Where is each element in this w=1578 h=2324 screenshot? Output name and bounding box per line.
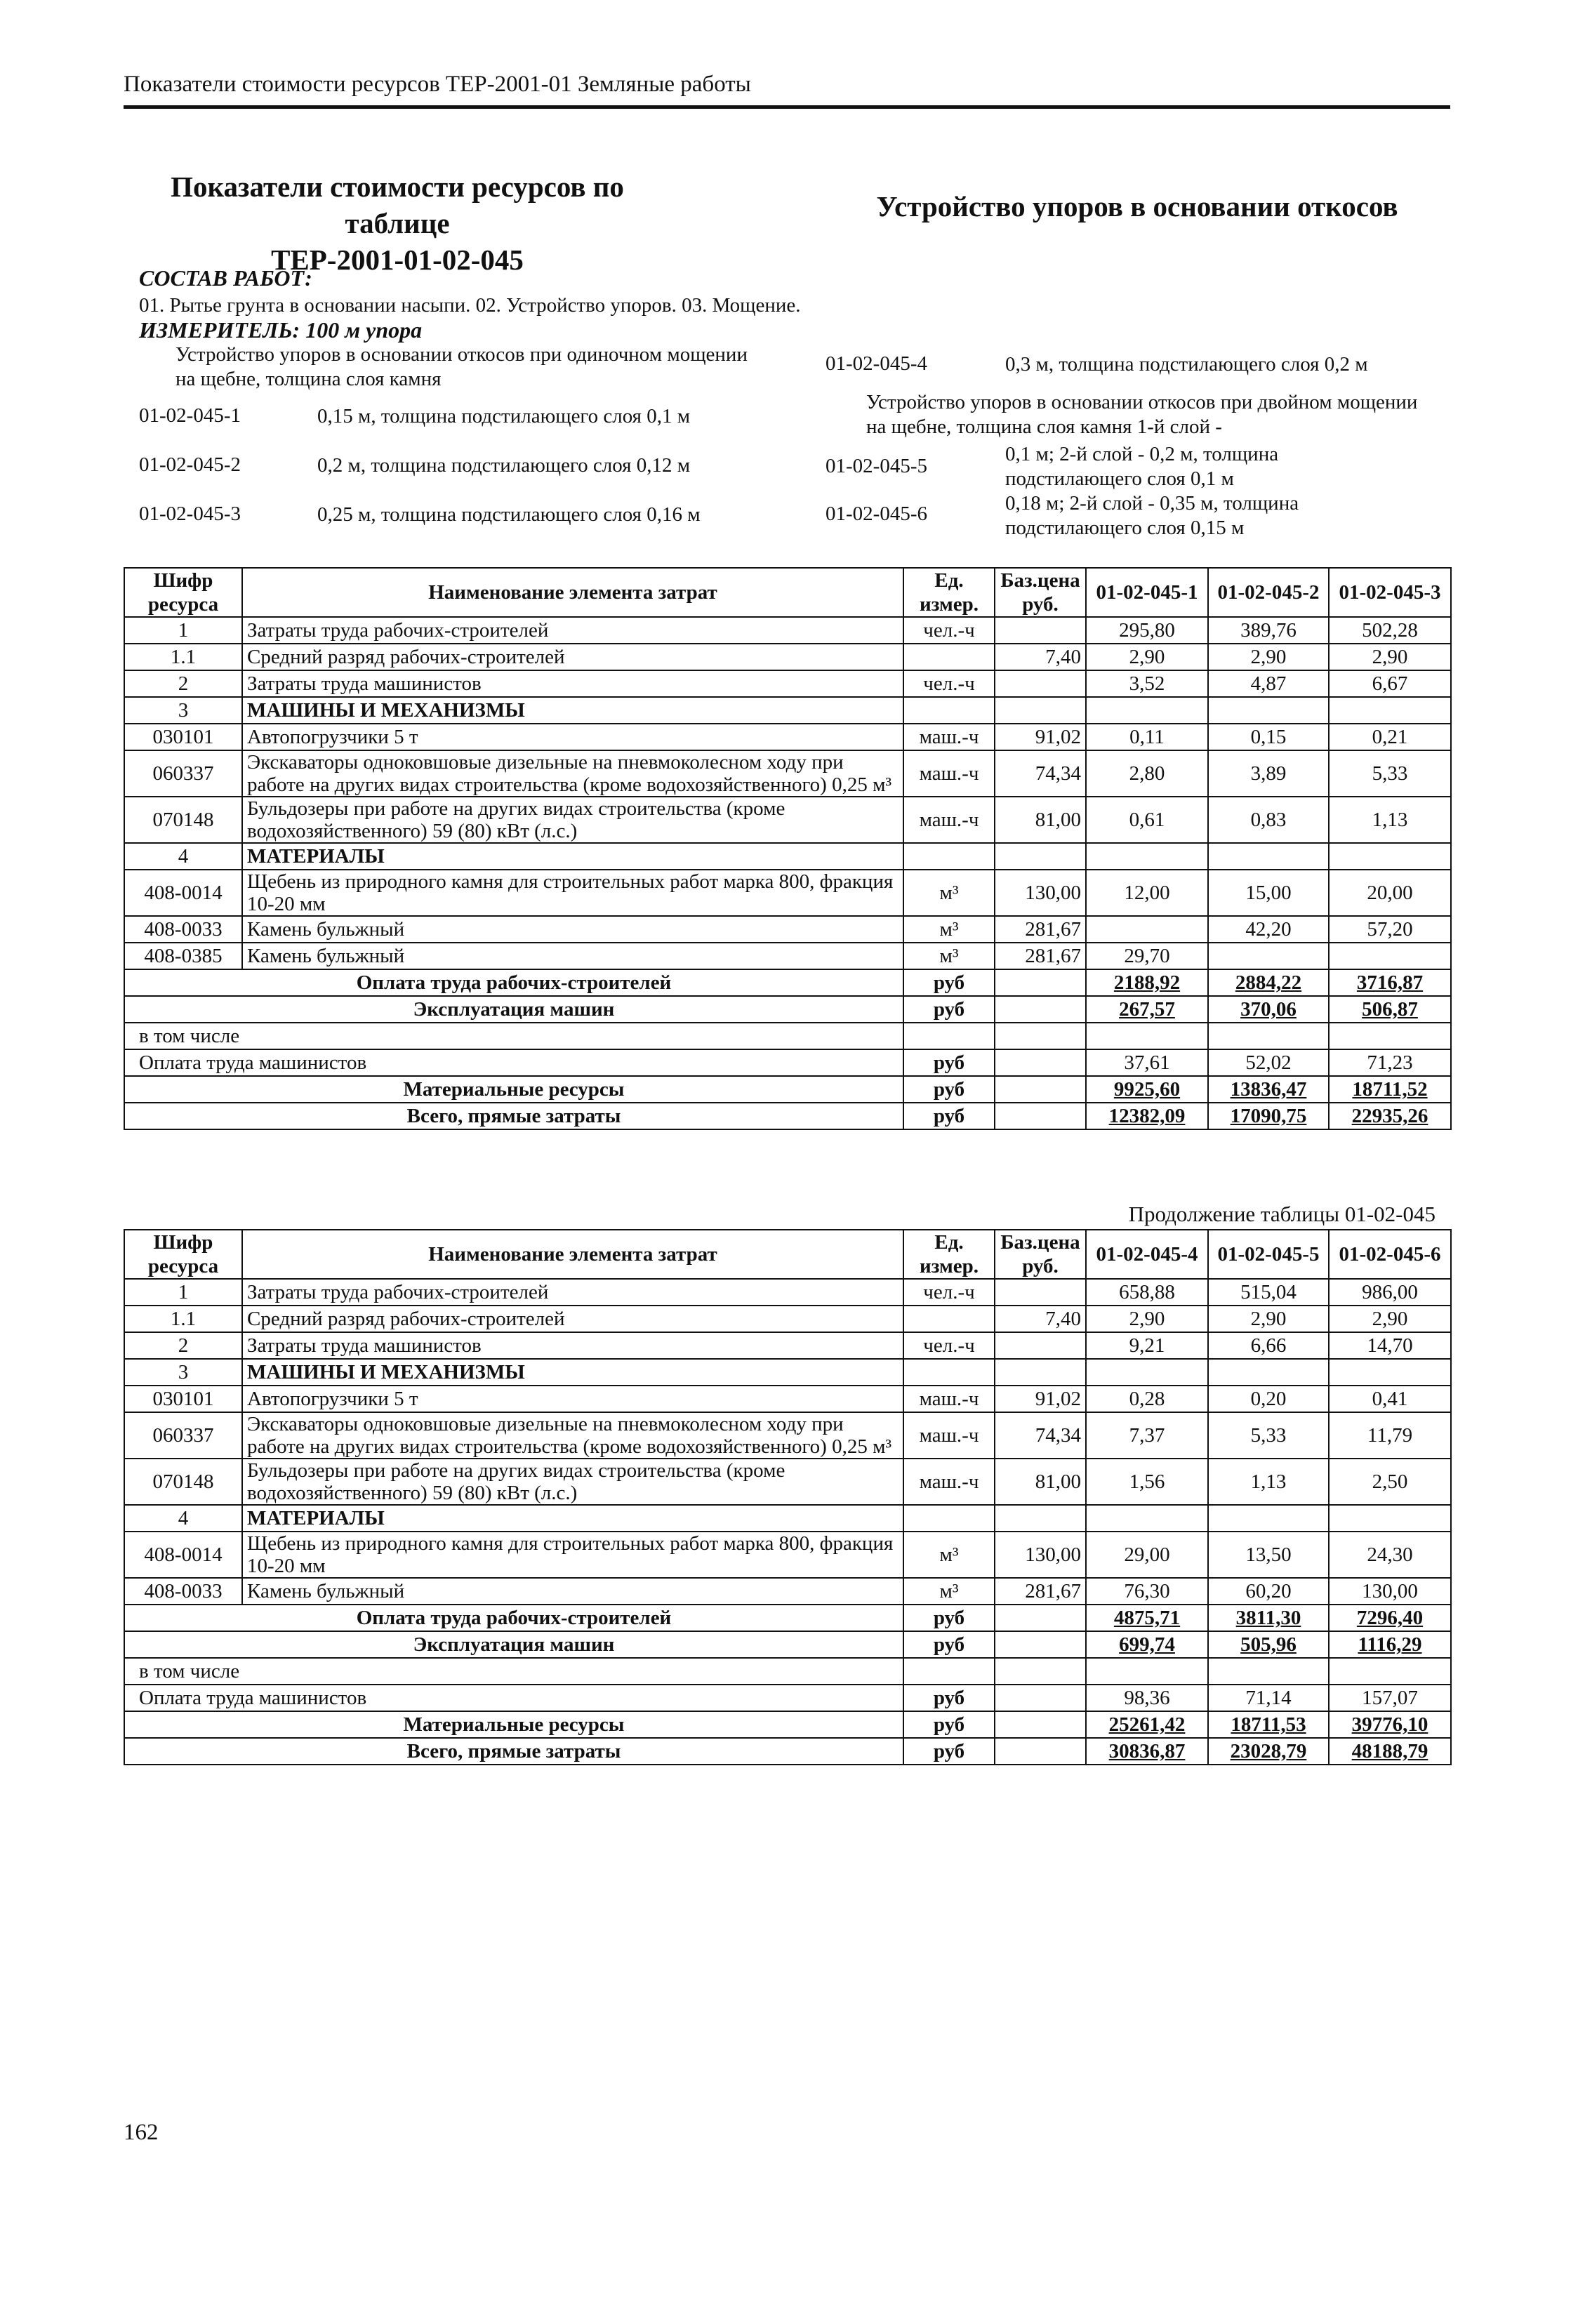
base-price: 130,00 — [995, 870, 1086, 916]
empty-cell — [995, 1023, 1086, 1049]
base-price — [995, 1332, 1086, 1359]
summary-value: 505,96 — [1208, 1631, 1329, 1658]
summary-value: 18711,52 — [1329, 1076, 1451, 1103]
value-cell: 2,90 — [1329, 644, 1451, 670]
header-rule — [124, 105, 1450, 109]
base-price: 130,00 — [995, 1532, 1086, 1578]
value-cell: 15,00 — [1208, 870, 1329, 916]
unit: руб — [903, 1631, 995, 1658]
summary-row — [124, 1631, 1451, 1658]
header-unit: Ед. измер. — [903, 1230, 995, 1279]
variant-code-1: 01-02-045-1 — [139, 404, 241, 427]
base-price: 81,00 — [995, 1459, 1086, 1505]
summary-row — [124, 1103, 1451, 1129]
unit: руб — [903, 1049, 995, 1076]
unit — [903, 644, 995, 670]
value-cell: 130,00 — [1329, 1578, 1451, 1605]
value-cell: 0,28 — [1086, 1386, 1208, 1412]
summary-value: 12382,09 — [1086, 1103, 1208, 1129]
resource-name: МАШИНЫ И МЕХАНИЗМЫ — [242, 1359, 903, 1386]
value-cell: 986,00 — [1329, 1279, 1451, 1306]
unit — [903, 1505, 995, 1532]
resource-code: 408-0033 — [124, 1578, 242, 1605]
unit — [903, 1023, 995, 1049]
table-row — [124, 943, 1451, 969]
base-price: 281,67 — [995, 1578, 1086, 1605]
unit: м³ — [903, 943, 995, 969]
value-cell: 13,50 — [1208, 1532, 1329, 1578]
summary-row — [124, 1658, 1451, 1685]
resource-code: 030101 — [124, 1386, 242, 1412]
resource-code: 2 — [124, 670, 242, 697]
summary-value: 71,14 — [1208, 1685, 1329, 1711]
summary-name: Всего, прямые затраты — [124, 1103, 903, 1129]
variant-code-2: 01-02-045-2 — [139, 453, 241, 476]
value-cell: 2,90 — [1208, 1306, 1329, 1332]
page-number: 162 — [124, 2120, 159, 2145]
variant-group-1-title: Устройство упоров в основании откосов при одиночном мощении на щебне, толщина слоя камня — [175, 343, 748, 390]
empty-cell — [995, 1049, 1086, 1076]
table-row — [124, 724, 1451, 750]
sostav-text: 01. Рытье грунта в основании насыпи. 02. Устройство упоров. 03. Мощение. — [139, 294, 801, 317]
value-cell: 7,37 — [1086, 1412, 1208, 1459]
value-cell: 0,61 — [1086, 797, 1208, 843]
summary-value: 17090,75 — [1208, 1103, 1329, 1129]
value-cell — [1329, 1505, 1451, 1532]
value-cell: 389,76 — [1208, 617, 1329, 644]
summary-value — [1329, 1658, 1451, 1685]
unit: чел.-ч — [903, 617, 995, 644]
summary-value: 48188,79 — [1329, 1738, 1451, 1765]
unit: чел.-ч — [903, 670, 995, 697]
table-row — [124, 697, 1451, 724]
value-cell: 502,28 — [1329, 617, 1451, 644]
value-cell: 20,00 — [1329, 870, 1451, 916]
header-col-4: 01-02-045-4 — [1086, 1230, 1208, 1279]
header-col-1: 01-02-045-1 — [1086, 568, 1208, 617]
base-price: 74,34 — [995, 1412, 1086, 1459]
sostav-label: СОСТАВ РАБОТ: — [139, 265, 312, 291]
value-cell — [1208, 843, 1329, 870]
variant-text-4: 0,3 м, толщина подстилающего слоя 0,2 м — [1005, 353, 1368, 376]
summary-name: Эксплуатация машин — [124, 996, 903, 1023]
header-code: Шифр ресурса — [124, 568, 242, 617]
value-cell: 29,70 — [1086, 943, 1208, 969]
value-cell — [1086, 1359, 1208, 1386]
value-cell: 24,30 — [1329, 1532, 1451, 1578]
value-cell — [1086, 697, 1208, 724]
value-cell: 5,33 — [1208, 1412, 1329, 1459]
summary-name: Эксплуатация машин — [124, 1631, 903, 1658]
table-row — [124, 750, 1451, 797]
summary-value — [1086, 1023, 1208, 1049]
summary-name: Оплата труда машинистов — [124, 1049, 903, 1076]
resource-code: 070148 — [124, 1459, 242, 1505]
summary-row — [124, 1685, 1451, 1711]
unit: м³ — [903, 870, 995, 916]
resource-code: 070148 — [124, 797, 242, 843]
value-cell: 2,90 — [1086, 1306, 1208, 1332]
resource-code: 060337 — [124, 750, 242, 797]
value-cell — [1208, 1359, 1329, 1386]
unit: маш.-ч — [903, 1386, 995, 1412]
empty-cell — [995, 1631, 1086, 1658]
resource-code: 1.1 — [124, 1306, 242, 1332]
base-price: 74,34 — [995, 750, 1086, 797]
resource-name: Бульдозеры при работе на других видах строительства (кроме водохозяйственного) 59 (80) кВт (л.с.) — [242, 797, 903, 843]
empty-cell — [995, 969, 1086, 996]
resource-name: Затраты труда рабочих-строителей — [242, 617, 903, 644]
table-row — [124, 1332, 1451, 1359]
header-code: Шифр ресурса — [124, 1230, 242, 1279]
resource-name: Затраты труда машинистов — [242, 670, 903, 697]
summary-value: 1116,29 — [1329, 1631, 1451, 1658]
resource-code: 3 — [124, 1359, 242, 1386]
summary-name: в том числе — [124, 1658, 903, 1685]
variant-code-4: 01-02-045-4 — [826, 352, 927, 375]
value-cell: 0,11 — [1086, 724, 1208, 750]
empty-cell — [995, 1738, 1086, 1765]
summary-value: 370,06 — [1208, 996, 1329, 1023]
resource-code: 4 — [124, 1505, 242, 1532]
value-cell: 3,89 — [1208, 750, 1329, 797]
base-price — [995, 617, 1086, 644]
table-row — [124, 797, 1451, 843]
table-row — [124, 644, 1451, 670]
resource-name: МАТЕРИАЛЫ — [242, 843, 903, 870]
summary-row — [124, 1711, 1451, 1738]
summary-name: Оплата труда рабочих-строителей — [124, 969, 903, 996]
resource-name: Щебень из природного камня для строительных работ марка 800, фракция 10-20 мм — [242, 870, 903, 916]
resource-code: 3 — [124, 697, 242, 724]
table-body — [124, 617, 1451, 1129]
value-cell: 1,13 — [1329, 797, 1451, 843]
value-cell: 12,00 — [1086, 870, 1208, 916]
summary-value: 37,61 — [1086, 1049, 1208, 1076]
resource-name: Средний разряд рабочих-строителей — [242, 1306, 903, 1332]
table-row — [124, 1459, 1451, 1505]
unit: руб — [903, 1076, 995, 1103]
summary-row — [124, 969, 1451, 996]
summary-row — [124, 996, 1451, 1023]
base-price: 7,40 — [995, 1306, 1086, 1332]
value-cell: 2,90 — [1208, 644, 1329, 670]
summary-name: Материальные ресурсы — [124, 1076, 903, 1103]
summary-value: 30836,87 — [1086, 1738, 1208, 1765]
value-cell: 2,90 — [1086, 644, 1208, 670]
base-price: 281,67 — [995, 916, 1086, 943]
variant-text-2: 0,2 м, толщина подстилающего слоя 0,12 м — [317, 454, 691, 477]
resource-code: 408-0014 — [124, 870, 242, 916]
header-col-5: 01-02-045-5 — [1208, 1230, 1329, 1279]
empty-cell — [995, 1685, 1086, 1711]
variant-text-6: 0,18 м; 2-й слой - 0,35 м, толщина подстилающего слоя 0,15 м — [1005, 492, 1299, 539]
running-header: Показатели стоимости ресурсов ТЕР-2001-01 Земляные работы — [124, 72, 751, 97]
value-cell: 76,30 — [1086, 1578, 1208, 1605]
summary-row — [124, 1738, 1451, 1765]
summary-name: в том числе — [124, 1023, 903, 1049]
empty-cell — [995, 1658, 1086, 1685]
base-price — [995, 1359, 1086, 1386]
value-cell — [1208, 697, 1329, 724]
header-name: Наименование элемента затрат — [242, 568, 903, 617]
summary-value: 98,36 — [1086, 1685, 1208, 1711]
unit — [903, 697, 995, 724]
summary-value — [1329, 1023, 1451, 1049]
table-title — [124, 168, 671, 278]
unit: руб — [903, 996, 995, 1023]
value-cell — [1329, 943, 1451, 969]
table-row — [124, 1578, 1451, 1605]
unit: маш.-ч — [903, 797, 995, 843]
value-cell — [1329, 697, 1451, 724]
value-cell: 2,50 — [1329, 1459, 1451, 1505]
value-cell: 60,20 — [1208, 1578, 1329, 1605]
table-row — [124, 1279, 1451, 1306]
value-cell: 1,56 — [1086, 1459, 1208, 1505]
table-row — [124, 670, 1451, 697]
resource-name: Бульдозеры при работе на других видах строительства (кроме водохозяйственного) 59 (80) кВт (л.с.) — [242, 1459, 903, 1505]
resource-code: 2 — [124, 1332, 242, 1359]
resource-code: 1.1 — [124, 644, 242, 670]
unit — [903, 1359, 995, 1386]
resource-name: Камень бульжный — [242, 916, 903, 943]
empty-cell — [995, 1076, 1086, 1103]
unit: руб — [903, 1685, 995, 1711]
value-cell: 2,80 — [1086, 750, 1208, 797]
table-title-line-2: ТЕР-2001-01-02-045 — [271, 244, 524, 276]
value-cell — [1208, 943, 1329, 969]
izmeritel-label: ИЗМЕРИТЕЛЬ: 100 м упора — [139, 317, 423, 343]
unit: маш.-ч — [903, 750, 995, 797]
resource-name: Экскаваторы одноковшовые дизельные на пневмоколесном ходу при работе на других видах строительства (кроме водохозяйственного) 0,25 м³ — [242, 1412, 903, 1459]
summary-value: 2188,92 — [1086, 969, 1208, 996]
value-cell — [1329, 843, 1451, 870]
summary-row — [124, 1049, 1451, 1076]
base-price: 281,67 — [995, 943, 1086, 969]
value-cell: 6,67 — [1329, 670, 1451, 697]
resource-name: МАШИНЫ И МЕХАНИЗМЫ — [242, 697, 903, 724]
resource-code: 030101 — [124, 724, 242, 750]
unit: м³ — [903, 916, 995, 943]
summary-value — [1208, 1023, 1329, 1049]
base-price — [995, 697, 1086, 724]
summary-value: 22935,26 — [1329, 1103, 1451, 1129]
unit: чел.-ч — [903, 1279, 995, 1306]
summary-value: 52,02 — [1208, 1049, 1329, 1076]
value-cell: 0,15 — [1208, 724, 1329, 750]
resource-code: 408-0033 — [124, 916, 242, 943]
value-cell: 9,21 — [1086, 1332, 1208, 1359]
value-cell: 42,20 — [1208, 916, 1329, 943]
summary-value: 13836,47 — [1208, 1076, 1329, 1103]
summary-name: Оплата труда рабочих-строителей — [124, 1605, 903, 1631]
variant-code-5: 01-02-045-5 — [826, 455, 927, 477]
summary-row — [124, 1023, 1451, 1049]
summary-value: 4875,71 — [1086, 1605, 1208, 1631]
summary-name: Материальные ресурсы — [124, 1711, 903, 1738]
summary-value: 25261,42 — [1086, 1711, 1208, 1738]
summary-value: 3811,30 — [1208, 1605, 1329, 1631]
variant-code-6: 01-02-045-6 — [826, 503, 927, 525]
resource-name: Камень бульжный — [242, 943, 903, 969]
unit: чел.-ч — [903, 1332, 995, 1359]
variant-text-1: 0,15 м, толщина подстилающего слоя 0,1 м — [317, 405, 691, 427]
variant-code-3: 01-02-045-3 — [139, 503, 241, 525]
summary-value — [1086, 1658, 1208, 1685]
unit: руб — [903, 969, 995, 996]
base-price — [995, 843, 1086, 870]
unit — [903, 1658, 995, 1685]
resource-name: МАТЕРИАЛЫ — [242, 1505, 903, 1532]
resource-code: 4 — [124, 843, 242, 870]
resource-code: 408-0014 — [124, 1532, 242, 1578]
table-row — [124, 870, 1451, 916]
summary-value: 157,07 — [1329, 1685, 1451, 1711]
variant-text-5: 0,1 м; 2-й слой - 0,2 м, толщина подстилающего слоя 0,1 м — [1005, 443, 1279, 490]
value-cell — [1208, 1505, 1329, 1532]
summary-name: Всего, прямые затраты — [124, 1738, 903, 1765]
resource-table-2 — [124, 1229, 1452, 1765]
summary-value: 18711,53 — [1208, 1711, 1329, 1738]
summary-value: 9925,60 — [1086, 1076, 1208, 1103]
continuation-note: Продолжение таблицы 01-02-045 — [1128, 1202, 1436, 1226]
unit: маш.-ч — [903, 1459, 995, 1505]
summary-value: 3716,87 — [1329, 969, 1451, 996]
resource-table-1 — [124, 567, 1452, 1130]
base-price — [995, 1279, 1086, 1306]
value-cell: 0,21 — [1329, 724, 1451, 750]
resource-name: Экскаваторы одноковшовые дизельные на пневмоколесном ходу при работе на других видах строительства (кроме водохозяйственного) 0,25 м³ — [242, 750, 903, 797]
base-price: 91,02 — [995, 1386, 1086, 1412]
table-header-row — [124, 568, 1451, 617]
value-cell: 6,66 — [1208, 1332, 1329, 1359]
table-row — [124, 843, 1451, 870]
empty-cell — [995, 1103, 1086, 1129]
resource-code: 060337 — [124, 1412, 242, 1459]
unit: руб — [903, 1738, 995, 1765]
header-col-3: 01-02-045-3 — [1329, 568, 1451, 617]
unit: м³ — [903, 1532, 995, 1578]
table-row — [124, 916, 1451, 943]
header-price: Баз.цена руб. — [995, 568, 1086, 617]
summary-value: 699,74 — [1086, 1631, 1208, 1658]
value-cell: 3,52 — [1086, 670, 1208, 697]
resource-name: Автопогрузчики 5 т — [242, 1386, 903, 1412]
value-cell — [1086, 843, 1208, 870]
summary-value: 2884,22 — [1208, 969, 1329, 996]
unit: руб — [903, 1103, 995, 1129]
resource-name: Средний разряд рабочих-строителей — [242, 644, 903, 670]
summary-value: 267,57 — [1086, 996, 1208, 1023]
table-row — [124, 617, 1451, 644]
summary-value: 39776,10 — [1329, 1711, 1451, 1738]
unit: руб — [903, 1605, 995, 1631]
table-row — [124, 1505, 1451, 1532]
resource-name: Камень бульжный — [242, 1578, 903, 1605]
table-header-row — [124, 1230, 1451, 1279]
header-col-2: 01-02-045-2 — [1208, 568, 1329, 617]
value-cell: 11,79 — [1329, 1412, 1451, 1459]
summary-value — [1208, 1658, 1329, 1685]
value-cell: 4,87 — [1208, 670, 1329, 697]
base-price: 7,40 — [995, 644, 1086, 670]
base-price: 81,00 — [995, 797, 1086, 843]
table-body — [124, 1279, 1451, 1765]
value-cell: 57,20 — [1329, 916, 1451, 943]
value-cell: 5,33 — [1329, 750, 1451, 797]
unit — [903, 1306, 995, 1332]
resource-name: Затраты труда рабочих-строителей — [242, 1279, 903, 1306]
base-price — [995, 1505, 1086, 1532]
summary-value: 23028,79 — [1208, 1738, 1329, 1765]
base-price: 91,02 — [995, 724, 1086, 750]
empty-cell — [995, 1605, 1086, 1631]
value-cell: 658,88 — [1086, 1279, 1208, 1306]
unit: маш.-ч — [903, 1412, 995, 1459]
value-cell: 0,20 — [1208, 1386, 1329, 1412]
base-price — [995, 670, 1086, 697]
empty-cell — [995, 1711, 1086, 1738]
unit — [903, 843, 995, 870]
table-row — [124, 1306, 1451, 1332]
resource-name: Щебень из природного камня для строительных работ марка 800, фракция 10-20 мм — [242, 1532, 903, 1578]
empty-cell — [995, 996, 1086, 1023]
header-price: Баз.цена руб. — [995, 1230, 1086, 1279]
value-cell: 0,41 — [1329, 1386, 1451, 1412]
value-cell: 295,80 — [1086, 617, 1208, 644]
value-cell — [1329, 1359, 1451, 1386]
summary-value: 7296,40 — [1329, 1605, 1451, 1631]
header-unit: Ед. измер. — [903, 568, 995, 617]
variant-group-2-title: Устройство упоров в основании откосов при двойном мощении на щебне, толщина слоя камня 1-й слой - — [866, 391, 1418, 438]
resource-code: 408-0385 — [124, 943, 242, 969]
resource-name: Автопогрузчики 5 т — [242, 724, 903, 750]
resource-code: 1 — [124, 1279, 242, 1306]
variant-text-3: 0,25 м, толщина подстилающего слоя 0,16 м — [317, 503, 701, 526]
table-row — [124, 1412, 1451, 1459]
value-cell: 0,83 — [1208, 797, 1329, 843]
value-cell — [1086, 1505, 1208, 1532]
value-cell: 2,90 — [1329, 1306, 1451, 1332]
summary-value: 506,87 — [1329, 996, 1451, 1023]
resource-name: Затраты труда машинистов — [242, 1332, 903, 1359]
summary-row — [124, 1076, 1451, 1103]
summary-name: Оплата труда машинистов — [124, 1685, 903, 1711]
table-row — [124, 1386, 1451, 1412]
header-col-6: 01-02-045-6 — [1329, 1230, 1451, 1279]
value-cell: 515,04 — [1208, 1279, 1329, 1306]
resource-code: 1 — [124, 617, 242, 644]
header-name: Наименование элемента затрат — [242, 1230, 903, 1279]
value-cell: 1,13 — [1208, 1459, 1329, 1505]
unit: руб — [903, 1711, 995, 1738]
value-cell — [1086, 916, 1208, 943]
table-row — [124, 1532, 1451, 1578]
unit: маш.-ч — [903, 724, 995, 750]
value-cell: 29,00 — [1086, 1532, 1208, 1578]
value-cell: 14,70 — [1329, 1332, 1451, 1359]
table-row — [124, 1359, 1451, 1386]
table-title-line-1: Показатели стоимости ресурсов по таблице — [171, 171, 624, 239]
section-title: Устройство упоров в основании откосов — [876, 190, 1398, 223]
summary-value: 71,23 — [1329, 1049, 1451, 1076]
unit: м³ — [903, 1578, 995, 1605]
summary-row — [124, 1605, 1451, 1631]
